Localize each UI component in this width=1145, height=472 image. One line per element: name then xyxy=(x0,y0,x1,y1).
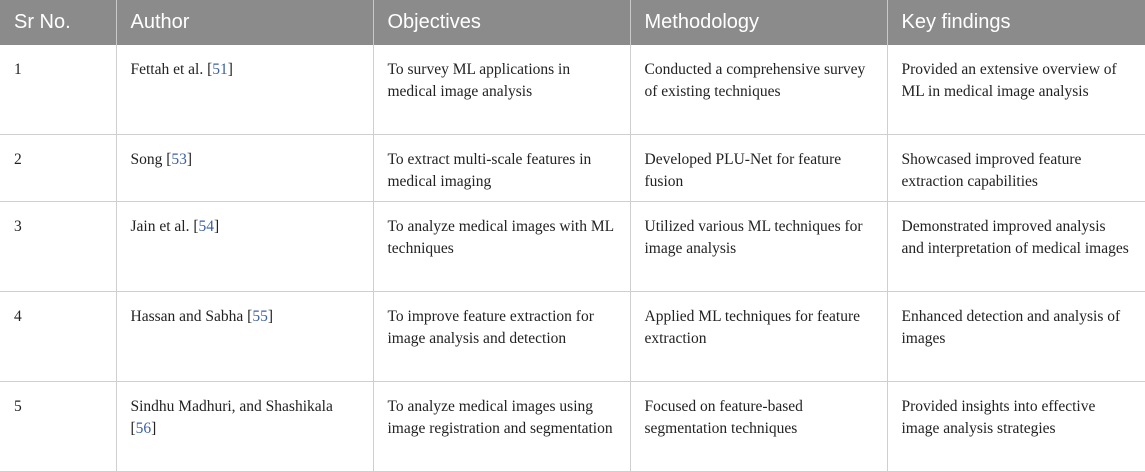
author-cell: Jain et al. [54] xyxy=(116,202,373,292)
table-row xyxy=(0,202,1145,292)
header-key-findings: Key findings xyxy=(887,0,1145,45)
citation-link[interactable]: 54 xyxy=(198,218,215,235)
methodology-cell: Developed PLU-Net for feature fusion xyxy=(630,135,887,202)
header-author: Author xyxy=(116,0,373,45)
header-sr-no: Sr No. xyxy=(0,0,116,45)
author-name: Jain et al. xyxy=(130,218,190,235)
author-cell: Song [53] xyxy=(116,135,373,202)
sr-no-cell: 1 xyxy=(0,45,116,135)
objectives-cell: To survey ML applications in medical image analysis xyxy=(373,45,630,135)
author-name: Hassan and Sabha xyxy=(130,308,244,325)
author-name: Sindhu Madhuri, and Shashikala xyxy=(130,398,333,415)
sr-no-cell: 3 xyxy=(0,202,116,292)
methodology-cell: Conducted a comprehensive survey of existing techniques xyxy=(630,45,887,135)
objectives-cell: To improve feature extraction for image analysis and detection xyxy=(373,292,630,382)
header-methodology: Methodology xyxy=(630,0,887,45)
author-name: Fettah et al. xyxy=(130,61,204,78)
key-findings-cell: Provided insights into effective image analysis strategies xyxy=(887,382,1145,472)
author-cell: Fettah et al. [51] xyxy=(116,45,373,135)
citation-link[interactable]: 51 xyxy=(212,61,228,78)
key-findings-cell: Provided an extensive overview of ML in medical image analysis xyxy=(887,45,1145,135)
table-header-row xyxy=(0,0,1145,45)
citation-link[interactable]: 53 xyxy=(171,151,187,168)
table-row xyxy=(0,382,1145,472)
citation-link[interactable]: 55 xyxy=(252,308,268,325)
author-name: Song xyxy=(130,151,163,168)
author-cell: Sindhu Madhuri, and Shashikala [56] xyxy=(116,382,373,472)
table-row xyxy=(0,292,1145,382)
methodology-cell: Applied ML techniques for feature extraction xyxy=(630,292,887,382)
objectives-cell: To extract multi-scale features in medical imaging xyxy=(373,135,630,202)
sr-no-cell: 4 xyxy=(0,292,116,382)
key-findings-cell: Demonstrated improved analysis and interpretation of medical images xyxy=(887,202,1145,292)
header-objectives: Objectives xyxy=(373,0,630,45)
methodology-cell: Utilized various ML techniques for image analysis xyxy=(630,202,887,292)
methodology-cell: Focused on feature-based segmentation techniques xyxy=(630,382,887,472)
key-findings-cell: Enhanced detection and analysis of images xyxy=(887,292,1145,382)
table-row xyxy=(0,135,1145,202)
citation-link[interactable]: 56 xyxy=(135,420,152,437)
objectives-cell: To analyze medical images with ML techniques xyxy=(373,202,630,292)
table-row xyxy=(0,45,1145,135)
sr-no-cell: 5 xyxy=(0,382,116,472)
author-cell: Hassan and Sabha [55] xyxy=(116,292,373,382)
key-findings-cell: Showcased improved feature extraction capabilities xyxy=(887,135,1145,202)
objectives-cell: To analyze medical images using image registration and segmentation xyxy=(373,382,630,472)
sr-no-cell: 2 xyxy=(0,135,116,202)
